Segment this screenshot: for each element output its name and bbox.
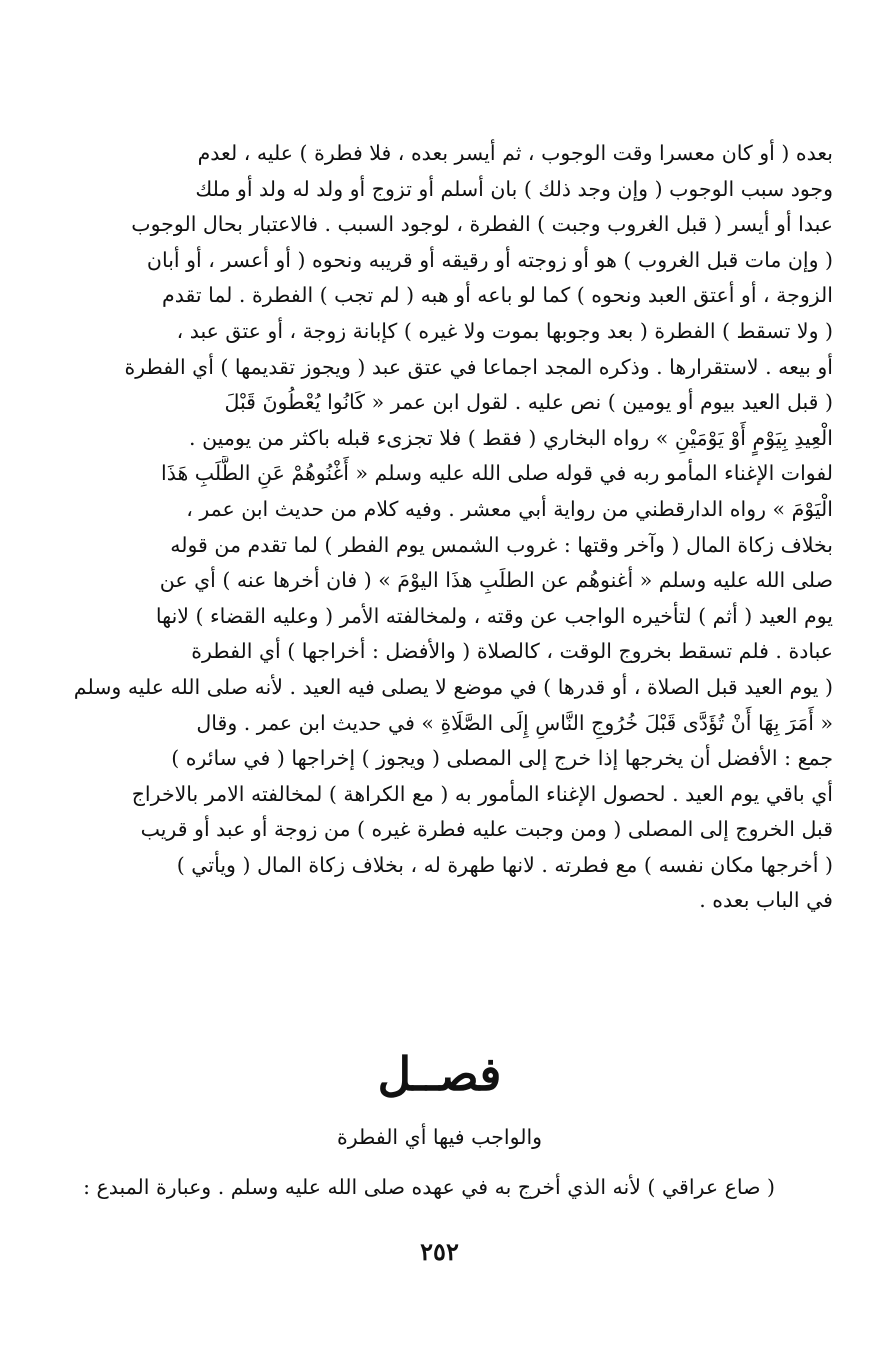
text-line: ( قبل العيد بيوم أو يومين ) نص عليه . لقول ابن عمر « كَانُوا يُعْطُونَ قَبْلَ [224, 390, 833, 415]
section-heading: فصــل [377, 1047, 502, 1101]
text-line: بعده ( أو كان معسرا وقت الوجوب ، ثم أيسر بعده ، فلا فطرة ) عليه ، لعدم [197, 141, 833, 165]
section-subheading: والواجب فيها أي الفطرة [336, 1125, 543, 1149]
text-line: أي باقي يوم العيد . لحصول الإغناء المأمور به ( مع الكراهة ) لمخالفته الامر بالاخراج [131, 781, 833, 806]
text-line: عبادة . فلم تسقط بخروج الوقت ، كالصلاة ( والأفضل : أخراجها ) أي الفطرة [191, 639, 833, 664]
text-line: ( يوم العيد قبل الصلاة ، أو قدرها ) في موضع لا يصلى فيه العيد . لأنه صلى الله عليه وسلم [73, 674, 833, 699]
text-line: الْيَوْمَ » رواه الدارقطني من رواية أبي معشر . وفيه كلام من حديث ابن عمر ، [186, 496, 833, 521]
text-line: وجود سبب الوجوب ( وإن وجد ذلك ) بان أسلم أو تزوج أو ولد له ولد أو ملك [195, 176, 833, 201]
text-line: ( وإن مات قبل الغروب ) هو أو زوجته أو رقيقه أو قريبه ونحوه ( أو أعسر ، أو أبان [146, 247, 833, 272]
text-line: ( أخرجها مكان نفسه ) مع فطرته . لانها طهرة له ، بخلاف زكاة المال ( ويأتي ) [176, 852, 833, 877]
text-line: قبل الخروج إلى المصلى ( ومن وجبت عليه فطرة غيره ) من زوجة أو عبد أو قريب [140, 817, 833, 842]
text-line: صلى الله عليه وسلم « أغنوهُم عن الطلَبِ هذَا اليوْمَ » ( فان أخرها عنه ) أي عن [159, 568, 833, 593]
text-line: يوم العيد ( أثم ) لتأخيره الواجب عن وقته ، ولمخالفته الأمر ( وعليه القضاء ) لانها [155, 603, 833, 628]
text-line: بخلاف زكاة المال ( وآخر وقتها : غروب الشمس يوم الفطر ) لما تقدم من قوله [170, 532, 833, 557]
text-line: الزوجة ، أو أعتق العبد ونحوه ) كما لو باعه أو هبه ( لم تجب ) الفطرة . لما تقدم [162, 283, 833, 308]
text-line: عبدا أو أيسر ( قبل الغروب وجبت ) الفطرة ، لوجود السبب . فالاعتبار بحال الوجوب [131, 212, 833, 237]
text-line: لفوات الإغناء المأمو ربه في قوله صلى الله عليه وسلم « أَغْنُوهُمْ عَنِ الطَّلَبِ هَذَا [161, 461, 833, 486]
page-number: ٢٥٢ [420, 1237, 459, 1266]
text-line: الْعِيدِ بِيَوْمٍ أَوْ يَوْمَيْنِ » رواه البخاري ( فقط ) فلا تجزىء قبله باكثر من يومين . [189, 425, 833, 450]
text-line: ( ولا تسقط ) الفطرة ( بعد وجوبها بموت ولا غيره ) كإبانة زوجة ، أو عتق عبد ، [176, 318, 833, 343]
footnote: ( صاع عراقي ) لأنه الذي أخرج به في عهده صلى الله عليه وسلم . وعبارة المبدع : [83, 1175, 775, 1199]
text-line: في الباب بعده . [699, 888, 833, 913]
text-line: أو بيعه . لاستقرارها . وذكره المجد اجماعا في عتق عبد ( ويجوز تقديمها ) أي الفطرة [124, 354, 833, 379]
text-line: جمع : الأفضل أن يخرجها إذا خرج إلى المصلى ( ويجوز ) إخراجها ( في سائره ) [171, 746, 833, 771]
text-line: « أَمَرَ بِهَا أَنْ تُؤَدَّى قَبْلَ خُرُوجِ النَّاسِ إِلَى الصَّلَاةِ » في حديث ابن عمر . وقال [196, 710, 833, 735]
body-paragraph [42, 136, 833, 919]
